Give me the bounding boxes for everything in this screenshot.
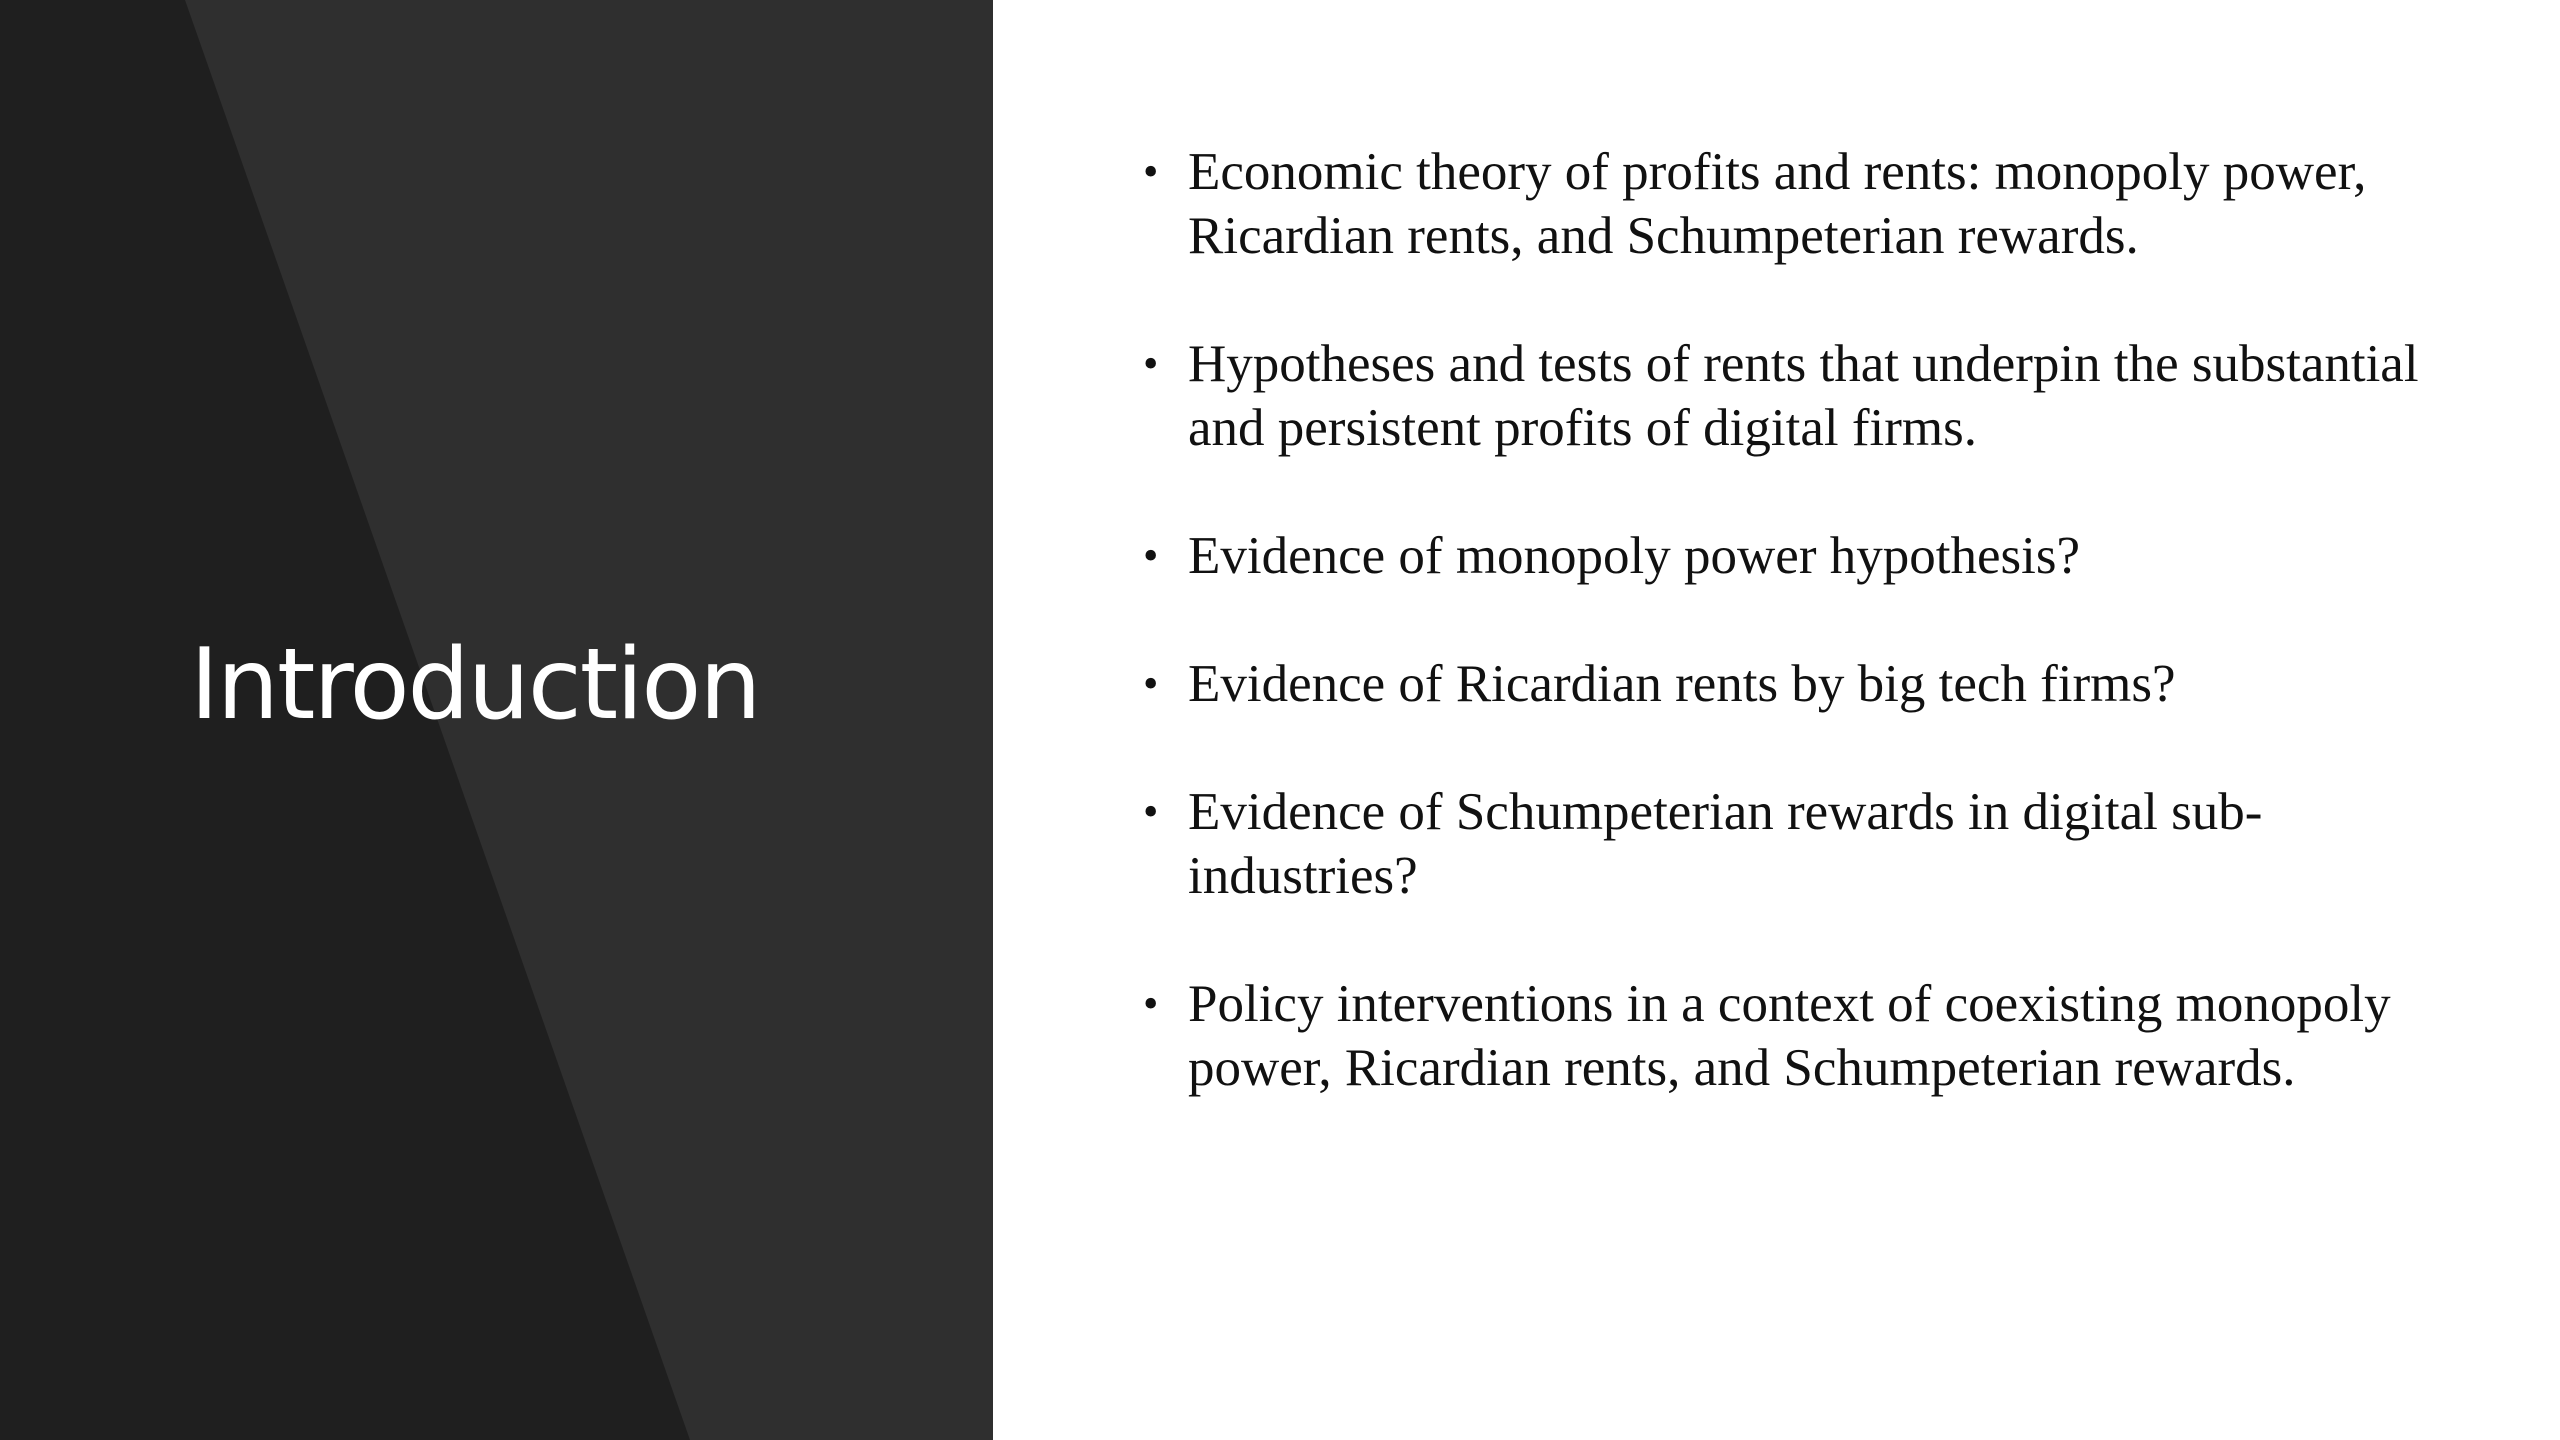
bullet-icon: • — [1143, 531, 1159, 580]
bullet-text: Economic theory of profits and rents: monopoly power, Ricardian rents, and Schumpeterian rewards. — [1188, 143, 2367, 265]
bullet-text: Policy interventions in a context of coexisting monopoly power, Ricardian rents, and Schumpeterian rewards. — [1188, 975, 2391, 1097]
bullet-text: Evidence of Schumpeterian rewards in digital sub-industries? — [1188, 783, 2263, 905]
bullet-list — [1143, 140, 2443, 1164]
bullet-icon: • — [1143, 787, 1159, 836]
bullet-item — [1143, 140, 2443, 268]
slide-title: Introduction — [190, 628, 760, 742]
bullet-item — [1143, 972, 2443, 1100]
bullet-icon: • — [1143, 659, 1159, 708]
bullet-item — [1143, 524, 2443, 588]
bullet-icon: • — [1143, 147, 1159, 196]
bullet-text: Evidence of Ricardian rents by big tech firms? — [1188, 655, 2176, 713]
bullet-item — [1143, 780, 2443, 908]
bullet-icon: • — [1143, 979, 1159, 1028]
bullet-icon: • — [1143, 339, 1159, 388]
content-panel — [993, 0, 2560, 1440]
bullet-item — [1143, 332, 2443, 460]
bullet-text: Evidence of monopoly power hypothesis? — [1188, 527, 2080, 585]
title-panel — [0, 0, 993, 1440]
bullet-text: Hypotheses and tests of rents that underpin the substantial and persistent profits of digital firms. — [1188, 335, 2419, 457]
bullet-item — [1143, 652, 2443, 716]
